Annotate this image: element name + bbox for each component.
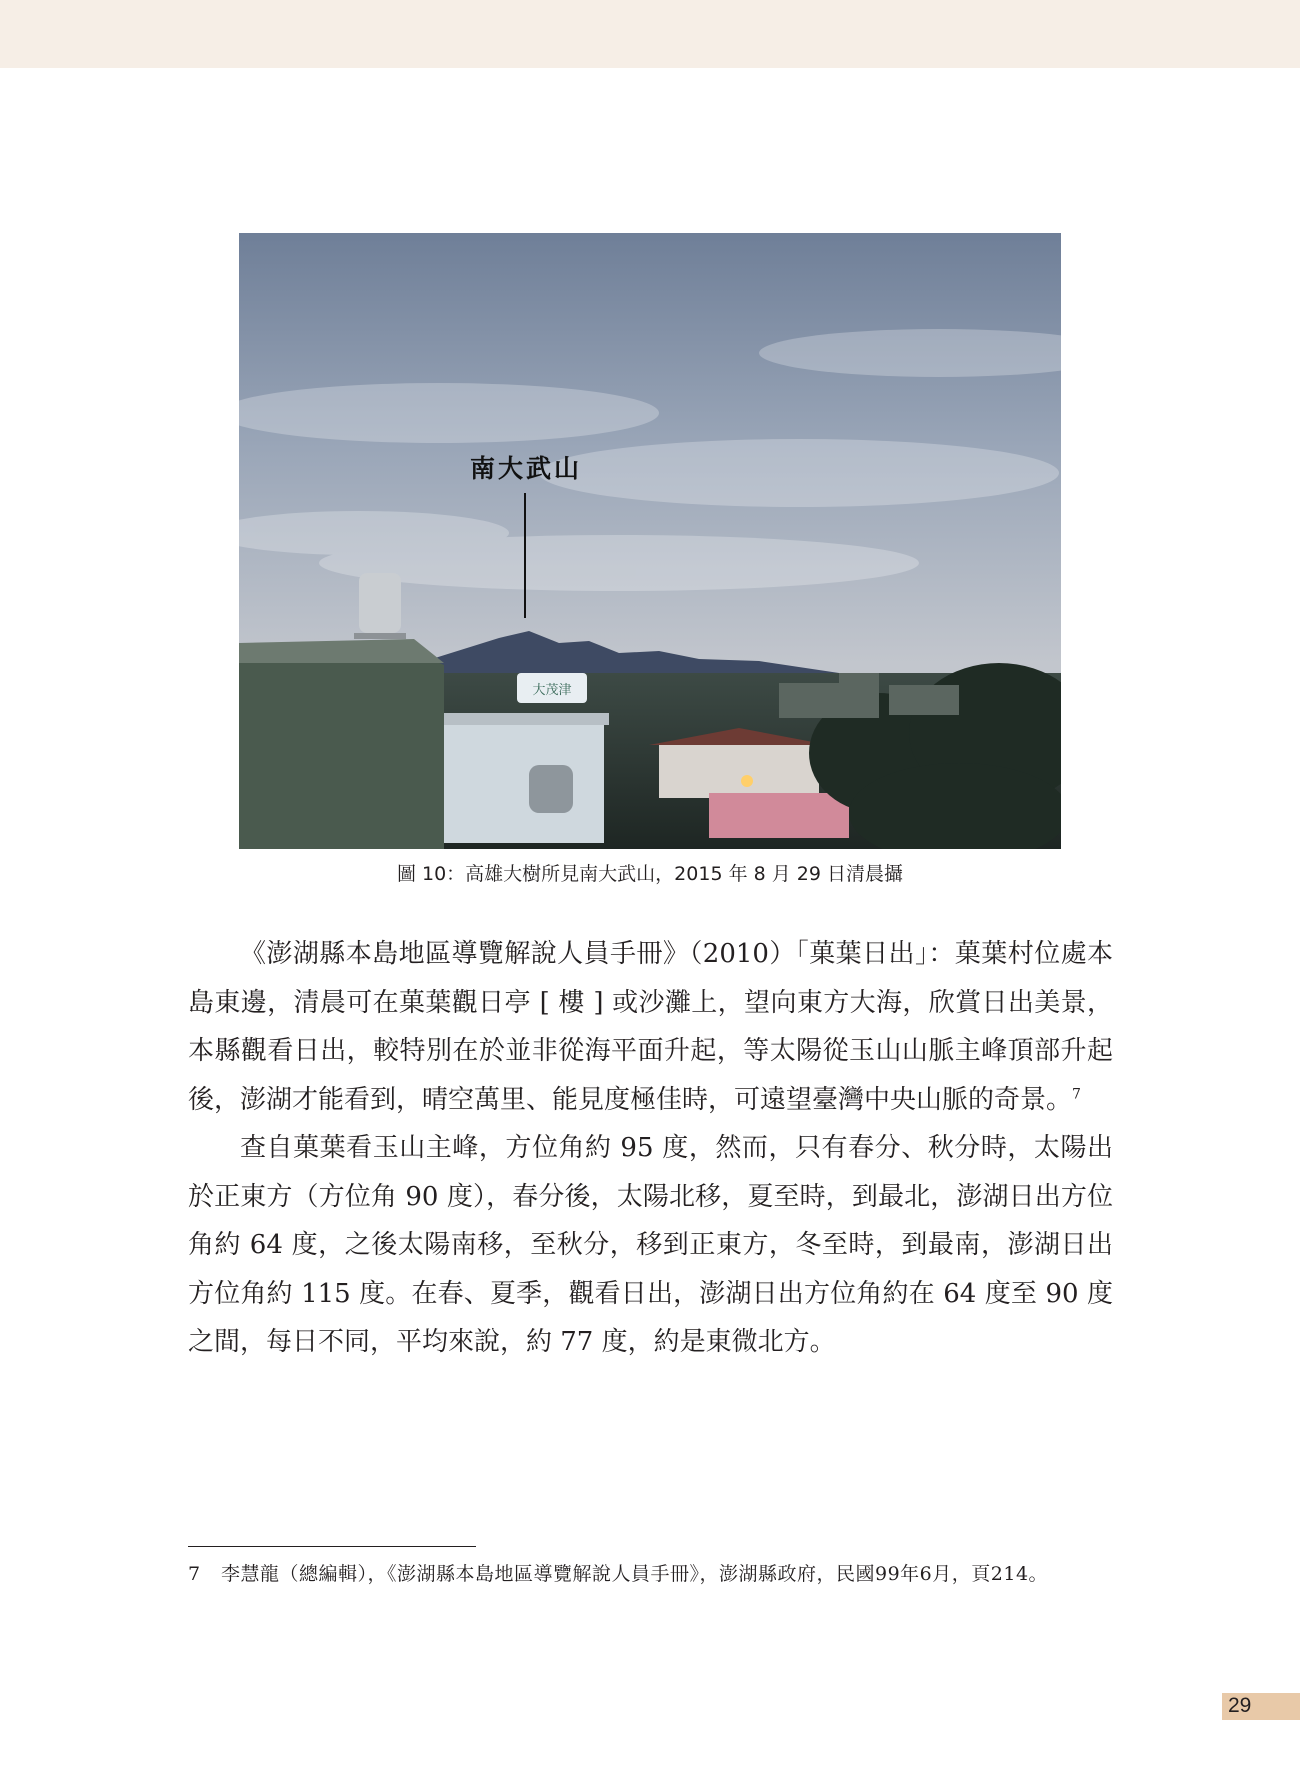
mountain-pointer-line <box>524 493 526 618</box>
footnote-reference[interactable]: 7 <box>1072 1085 1081 1102</box>
water-tank <box>529 765 573 813</box>
paragraph-text: 查自菓葉看玉山主峰，方位角約 95 度，然而，只有春分、秋分時，太陽出於正東方（方位角 90 度），春分後，太陽北移，夏至時，到最北，澎湖日出方位角約 64 度，之後太陽南移，至秋分，移到正東方，冬至時，到最南，澎湖日出方位角約 115 度。在春、夏季，觀看日出，澎湖日出方位角約在 64 度至 90 度之間，每日不同，平均來說，約 77 度，約是東微北方。 <box>188 1133 1113 1357</box>
mountain-label: 南大武山 <box>470 454 583 483</box>
signboard-text: 大茂津 <box>532 683 572 698</box>
figure-photo <box>239 233 1061 849</box>
white-building <box>444 723 604 843</box>
footnote-divider <box>188 1546 476 1547</box>
water-tower <box>359 573 401 633</box>
figure-caption: 圖 10：高雄大樹所見南大武山，2015 年 8 月 29 日清晨攝 <box>396 863 904 885</box>
footnote <box>188 1558 1113 1591</box>
page-number: 29 <box>1228 1694 1252 1717</box>
footnote-number: 7 <box>188 1563 201 1585</box>
top-header-band <box>0 0 1300 68</box>
left-building <box>239 649 444 849</box>
house-white <box>659 743 819 798</box>
left-roof <box>239 639 444 663</box>
paragraph <box>188 1124 1113 1367</box>
body-text <box>188 930 1113 1367</box>
pink-building <box>709 793 849 838</box>
street-light <box>741 775 753 787</box>
landscape-photo-illustration <box>239 233 1061 849</box>
footnote-text: 李慧龍（總編輯），《澎湖縣本島地區導覽解說人員手冊》，澎湖縣政府，民國99年6月，頁214。 <box>221 1563 1049 1585</box>
paragraph-text: 《澎湖縣本島地區導覽解說人員手冊》（2010）「菓葉日出」：菓葉村位處本島東邊，清晨可在菓葉觀日亭 [ 樓 ] 或沙灘上，望向東方大海，欣賞日出美景，本縣觀看日出，較特別在於並非從海平面升起，等太陽從玉山山脈主峰頂部升起後，澎湖才能看到，晴空萬里、能見度極佳時，可遠望臺灣中央山脈的奇景。 <box>188 939 1113 1115</box>
paragraph <box>188 930 1113 1124</box>
